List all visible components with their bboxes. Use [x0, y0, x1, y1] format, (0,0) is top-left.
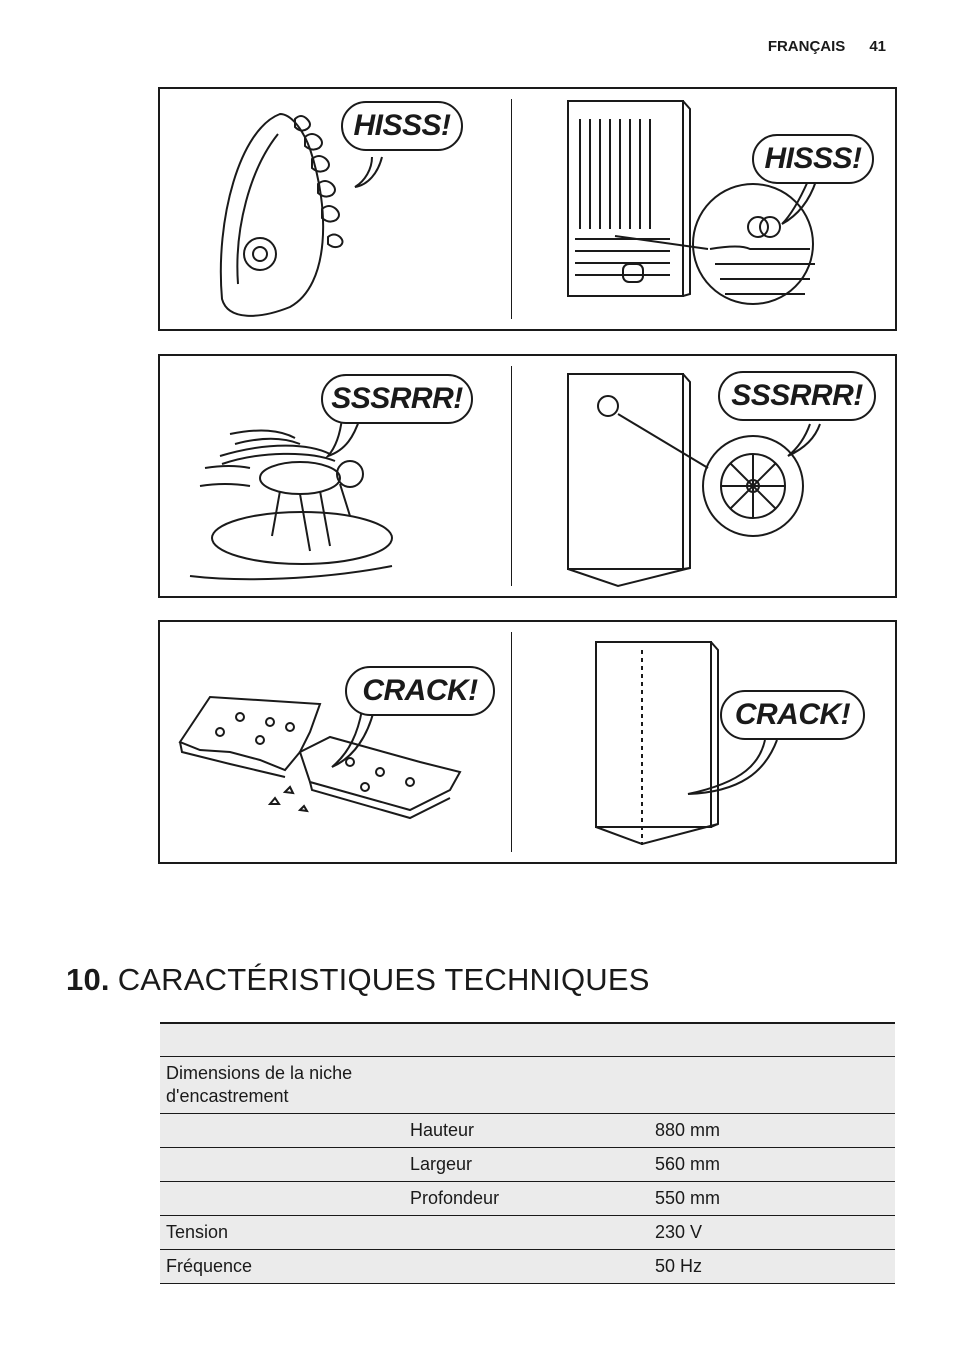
- table-cell: [160, 1114, 404, 1148]
- table-cell: Dimensions de la niche d'encastrement: [160, 1057, 404, 1114]
- speech-bubble-crack-left: CRACK!: [345, 666, 495, 716]
- table-row: [160, 1023, 895, 1057]
- table-cell: 560 mm: [649, 1148, 895, 1182]
- illustration-panel-crack: [158, 620, 897, 864]
- table-row: [160, 1250, 895, 1284]
- table-cell: Tension: [160, 1216, 404, 1250]
- table-cell: [649, 1057, 895, 1114]
- table-cell: [160, 1148, 404, 1182]
- table-cell: Fréquence: [160, 1250, 404, 1284]
- table-cell: [404, 1250, 649, 1284]
- table-row: [160, 1182, 895, 1216]
- technical-specs-table: [160, 1022, 895, 1284]
- table-cell: Largeur: [404, 1148, 649, 1182]
- table-cell: 550 mm: [649, 1182, 895, 1216]
- table-row: [160, 1216, 895, 1250]
- table-row: [160, 1057, 895, 1114]
- table-cell: 50 Hz: [649, 1250, 895, 1284]
- table-cell: [649, 1023, 895, 1057]
- table-row: [160, 1148, 895, 1182]
- speech-bubble-hiss-left: HISSS!: [341, 101, 463, 151]
- crack-illustration: [160, 622, 899, 866]
- table-cell: [404, 1216, 649, 1250]
- page-header: [768, 38, 886, 55]
- speech-bubble-hiss-right: HISSS!: [752, 134, 874, 184]
- panel-divider: [511, 99, 512, 319]
- illustration-panel-sssrrr: [158, 354, 897, 598]
- speech-bubble-sssrrr-left: SSSRRR!: [321, 374, 473, 424]
- table-cell: 880 mm: [649, 1114, 895, 1148]
- panel-divider: [511, 632, 512, 852]
- panel-divider: [511, 366, 512, 586]
- section-title: CARACTÉRISTIQUES TECHNIQUES: [117, 962, 650, 997]
- table-cell: [160, 1023, 404, 1057]
- hiss-illustration: [160, 89, 899, 333]
- table-cell: Profondeur: [404, 1182, 649, 1216]
- language-label: FRANÇAIS: [767, 38, 846, 55]
- table-cell: Hauteur: [404, 1114, 649, 1148]
- illustration-panel-hiss: [158, 87, 897, 331]
- speech-bubble-sssrrr-right: SSSRRR!: [718, 371, 876, 421]
- table-cell: [160, 1182, 404, 1216]
- table-cell: [404, 1057, 649, 1114]
- table-cell: [404, 1023, 649, 1057]
- speech-bubble-crack-right: CRACK!: [720, 690, 865, 740]
- table-cell: 230 V: [649, 1216, 895, 1250]
- table-row: [160, 1114, 895, 1148]
- page-number: 41: [869, 38, 886, 55]
- section-heading: [66, 962, 650, 998]
- section-number: 10.: [66, 962, 110, 997]
